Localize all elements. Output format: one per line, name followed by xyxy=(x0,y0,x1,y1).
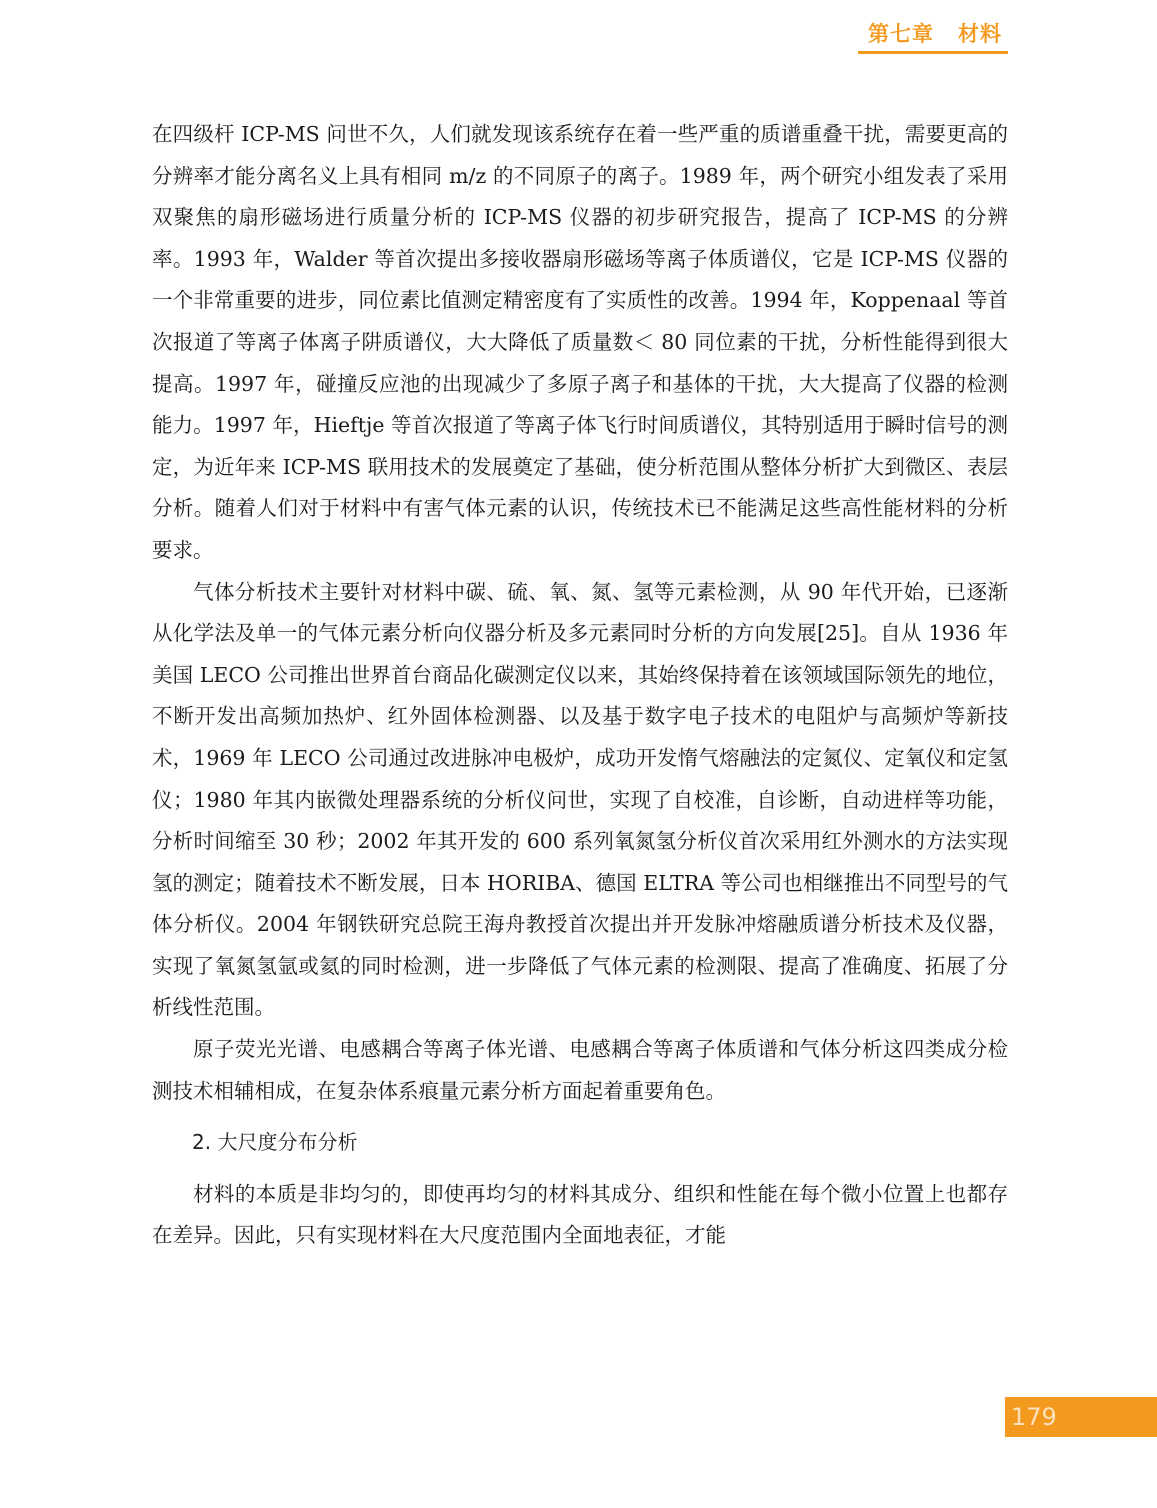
body-text xyxy=(152,114,1008,1257)
chapter-label: 第七章 xyxy=(868,22,934,46)
running-header-text xyxy=(868,18,1002,48)
page-number-tab xyxy=(1005,1397,1157,1437)
chapter-title: 材料 xyxy=(958,22,1002,46)
header-underline xyxy=(858,51,1008,54)
paragraph-icp-ms-history: 在四级杆 ICP-MS 问世不久，人们就发现该系统存在着一些严重的质谱重叠干扰，需要更高的分辨率才能分离名义上具有相同 m/z 的不同原子的离子。1989 年，两个研究小组发表了采用双聚焦的扇形磁场进行质量分析的 ICP-MS 仪器的初步研究报告，提高了 ICP-MS 的分辨率。1993 年，Walder 等首次提出多接收器扇形磁场等离子体质谱仪，它是 ICP-MS 仪器的一个非常重要的进步，同位素比值测定精密度有了实质性的改善。1994 年，Koppenaal 等首次报道了等离子体离子阱质谱仪，大大降低了质量数＜ 80 同位素的干扰，分析性能得到很大提高。1997 年，碰撞反应池的出现减少了多原子离子和基体的干扰，大大提高了仪器的检测能力。1997 年，Hieftje 等首次报道了等离子体飞行时间质谱仪，其特别适用于瞬时信号的测定，为近年来 ICP-MS 联用技术的发展奠定了基础，使分析范围从整体分析扩大到微区、表层分析。随着人们对于材料中有害气体元素的认识，传统技术已不能满足这些高性能材料的分析要求。 xyxy=(152,122,1008,562)
section-heading: 2. 大尺度分布分析 xyxy=(192,1130,358,1155)
paragraph-summary: 原子荧光光谱、电感耦合等离子体光谱、电感耦合等离子体质谱和气体分析这四类成分检测技术相辅相成，在复杂体系痕量元素分析方面起着重要角色。 xyxy=(152,1037,1008,1103)
paragraph-large-scale: 材料的本质是非均匀的，即使再均匀的材料其成分、组织和性能在每个微小位置上也都存在差异。因此，只有实现材料在大尺度范围内全面地表征，才能 xyxy=(152,1181,1008,1248)
page-number: 179 xyxy=(1011,1403,1057,1431)
running-header xyxy=(858,18,1008,58)
paragraph-gas-analysis: 气体分析技术主要针对材料中碳、硫、氧、氮、氢等元素检测，从 90 年代开始，已逐渐从化学法及单一的气体元素分析向仪器分析及多元素同时分析的方向发展[25]。自从 1936 年美国 LECO 公司推出世界首台商品化碳测定仪以来，其始终保持着在该领域国际领先的地位，不断开发出高频加热炉、红外固体检测器、以及基于数字电子技术的电阻炉与高频炉等新技术，1969 年 LECO 公司通过改进脉冲电极炉，成功开发惰气熔融法的定氮仪、定氧仪和定氢仪；1980 年其内嵌微处理器系统的分析仪问世，实现了自校准，自诊断，自动进样等功能，分析时间缩至 30 秒；2002 年其开发的 600 系列氧氮氢分析仪首次采用红外测水的方法实现氢的测定；随着技术不断发展，日本 HORIBA、德国 ELTRA 等公司也相继推出不同型号的气体分析仪。2004 年钢铁研究总院王海舟教授首次提出并开发脉冲熔融质谱分析技术及仪器，实现了氧氮氢氩或氦的同时检测，进一步降低了气体元素的检测限、提高了准确度、拓展了分析线性范围。 xyxy=(152,579,1008,1020)
